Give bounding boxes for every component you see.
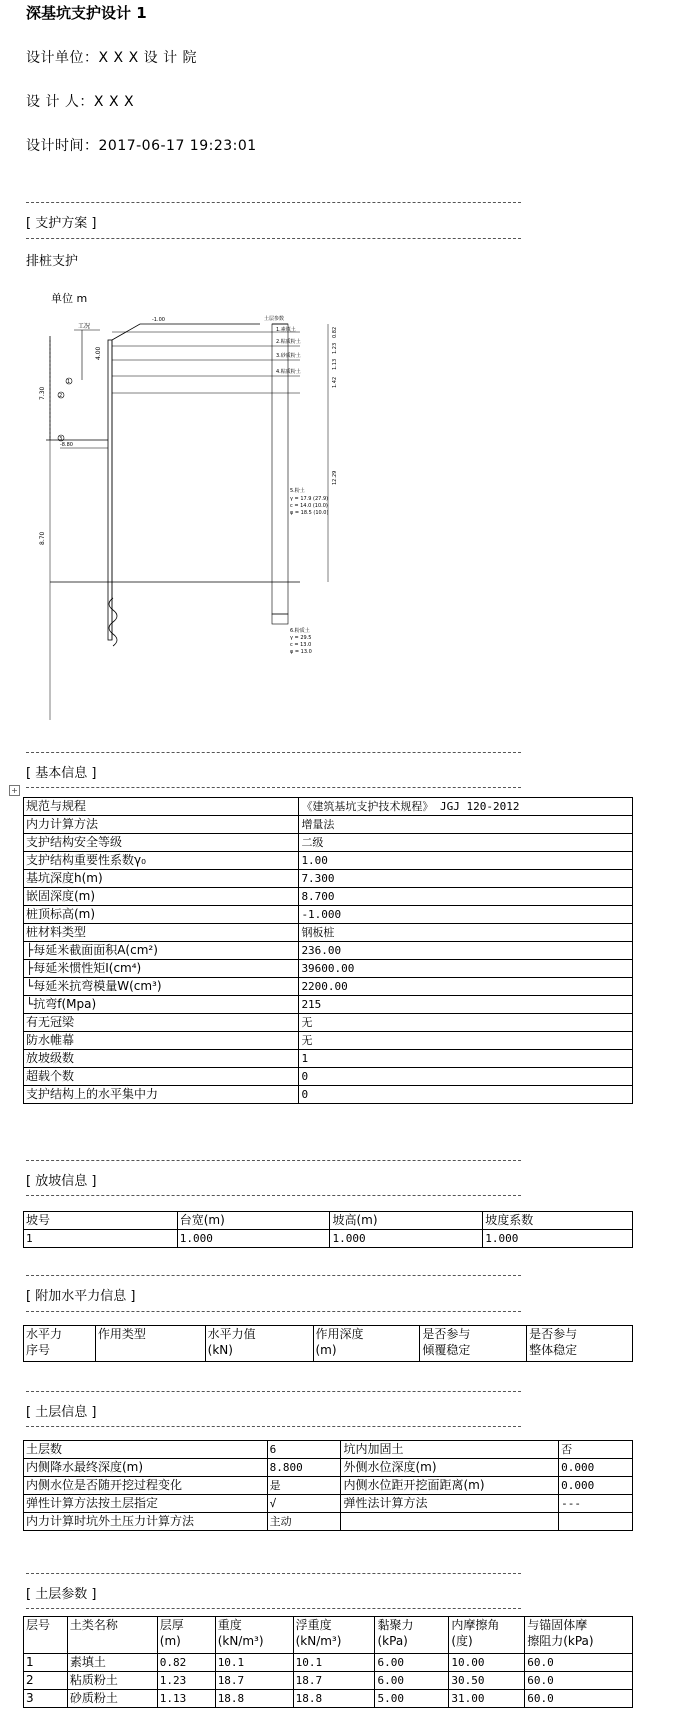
table-cell: 5.00 (375, 1690, 449, 1708)
separator (26, 1426, 521, 1427)
table-header-cell: 坡号 (24, 1212, 178, 1230)
table-cell: 7.300 (299, 870, 633, 888)
table-header-cell: 水平力值 (kN) (205, 1326, 313, 1362)
table-cell: 60.0 (525, 1690, 633, 1708)
table-header-cell: 重度 (kN/m³) (215, 1617, 293, 1654)
table-header-cell: 作用深度 (m) (313, 1326, 420, 1362)
thickness-label: 1.23 (332, 342, 338, 354)
section-heading-soil-params: [ 土层参数 ] (26, 1587, 97, 1602)
basic-info-row (24, 870, 633, 888)
table-cell: 6 (267, 1441, 341, 1459)
table-cell: 素填土 (67, 1654, 157, 1672)
section-heading-force: [ 附加水平力信息 ] (26, 1289, 136, 1304)
table-cell: 39600.00 (299, 960, 633, 978)
table-cell: 0 (299, 1086, 633, 1104)
table-cell: 有无冠梁 (24, 1014, 299, 1032)
table-cell: 外侧水位深度(m) (341, 1459, 559, 1477)
thickness-label: 1.13 (332, 358, 338, 370)
slope-row (24, 1230, 633, 1248)
separator (26, 1275, 521, 1276)
separator (26, 1160, 521, 1161)
table-cell: 10.1 (293, 1654, 375, 1672)
separator (26, 1311, 521, 1312)
section-heading-slope: [ 放坡信息 ] (26, 1174, 97, 1189)
separator (26, 752, 521, 753)
section-heading-support: [ 支护方案 ] (26, 216, 97, 231)
table-cell: 0 (299, 1068, 633, 1086)
table-cell: 弹性计算方法按土层指定 (24, 1495, 268, 1513)
basic-info-row (24, 942, 633, 960)
table-cell: 10.1 (215, 1654, 293, 1672)
soil-info-table (23, 1440, 633, 1531)
table-cell: 18.8 (293, 1690, 375, 1708)
table-header-cell: 层厚 (m) (157, 1617, 215, 1654)
table-cell: 0.000 (559, 1459, 633, 1477)
table-cell: 防水帷幕 (24, 1032, 299, 1050)
table-header-cell: 土类名称 (67, 1617, 157, 1654)
basic-info-row (24, 1068, 633, 1086)
table-cell: 1 (299, 1050, 633, 1068)
table-cell: 2 (24, 1672, 68, 1690)
table-header-row (24, 1212, 633, 1230)
table-cell (341, 1513, 559, 1531)
table-cell: 236.00 (299, 942, 633, 960)
table-cell: 《建筑基坑支护技术规程》 JGJ 120-2012 (299, 798, 633, 816)
separator (26, 787, 521, 788)
table-cell: 内力计算方法 (24, 816, 299, 834)
table-header-cell: 黏聚力 (kPa) (375, 1617, 449, 1654)
table-cell: 10.00 (449, 1654, 525, 1672)
table-header-cell: 坡高(m) (330, 1212, 483, 1230)
layer-param: φ = 18.5 (10.0) (290, 510, 329, 516)
section-heading-soil: [ 土层信息 ] (26, 1405, 97, 1420)
table-cell: └抗弯f(Mpa) (24, 996, 299, 1014)
basic-info-table (23, 797, 633, 1104)
layer-param: γ = 29.5 (290, 635, 312, 641)
basic-info-row (24, 834, 633, 852)
basic-info-row (24, 906, 633, 924)
pile-length-label: 4.00 (95, 346, 102, 360)
designer: 设 计 人：X X X (26, 94, 135, 110)
diagram-unit-label: 单位 m (51, 292, 88, 305)
depth-label: 7.30 (39, 386, 46, 400)
table-cell: 1.13 (157, 1690, 215, 1708)
table-cell: 8.700 (299, 888, 633, 906)
table-header-cell: 是否参与 整体稳定 (527, 1326, 633, 1362)
report-title: 深基坑支护设计 1 (26, 4, 147, 22)
soil-info-row (24, 1513, 633, 1531)
soil-param-row (24, 1672, 633, 1690)
table-cell: 18.8 (215, 1690, 293, 1708)
layer-label: 1.素填土 (276, 327, 296, 333)
soil-param-row (24, 1690, 633, 1708)
table-cell: ├每延米截面面积A(cm²) (24, 942, 299, 960)
layer-label: 5.粉土 (290, 488, 305, 494)
layer-label: 6.粉质土 (290, 628, 310, 634)
separator (26, 1573, 521, 1574)
table-header-cell: 层号 (24, 1617, 68, 1654)
table-cell: 坑内加固土 (341, 1441, 559, 1459)
table-cell: 桩顶标高(m) (24, 906, 299, 924)
table-cell: 3 (24, 1690, 68, 1708)
thickness-label: 0.82 (332, 326, 338, 338)
bottom-elevation: -8.80 (60, 442, 73, 448)
basic-info-row (24, 798, 633, 816)
table-cell: 18.7 (293, 1672, 375, 1690)
table-cell: √ (267, 1495, 341, 1513)
table-header-cell: 与锚固体摩 擦阻力(kPa) (525, 1617, 633, 1654)
layer-param: c = 14.0 (10.0) (290, 503, 328, 509)
stage-marker (58, 392, 64, 399)
layer-param: φ = 13.0 (290, 649, 312, 655)
soil-info-row (24, 1477, 633, 1495)
design-unit: 设计单位：X X X 设 计 院 (26, 50, 198, 66)
table-cell: 土层数 (24, 1441, 268, 1459)
table-cell: 是 (267, 1477, 341, 1495)
layer-param: c = 13.0 (290, 642, 312, 648)
soil-params-label: 土层参数 (264, 316, 285, 322)
table-cell: └每延米抗弯模量W(cm³) (24, 978, 299, 996)
table-anchor-icon[interactable]: + (9, 785, 20, 796)
table-cell: 内侧水位距开挖面距离(m) (341, 1477, 559, 1495)
table-cell: 规范与规程 (24, 798, 299, 816)
table-cell: 60.0 (525, 1654, 633, 1672)
soil-info-row (24, 1495, 633, 1513)
table-header-cell: 浮重度 (kN/m³) (293, 1617, 375, 1654)
embed-label: 8.70 (39, 531, 46, 545)
soil-info-row (24, 1459, 633, 1477)
svg-text:1: 1 (67, 379, 71, 385)
basic-info-row (24, 1050, 633, 1068)
table-cell: 基坑深度h(m) (24, 870, 299, 888)
table-header-row (24, 1617, 633, 1654)
table-cell: --- (559, 1495, 633, 1513)
table-cell: 支护结构安全等级 (24, 834, 299, 852)
table-header-cell: 台宽(m) (177, 1212, 330, 1230)
table-cell (559, 1513, 633, 1531)
basic-info-row (24, 1086, 633, 1104)
table-cell: 215 (299, 996, 633, 1014)
table-cell: 1.000 (177, 1230, 330, 1248)
table-cell: 二级 (299, 834, 633, 852)
table-cell: 1.000 (330, 1230, 483, 1248)
table-cell: 增量法 (299, 816, 633, 834)
thickness-label: 12.29 (332, 470, 338, 485)
table-cell: -1.000 (299, 906, 633, 924)
table-cell: 砂质粉土 (67, 1690, 157, 1708)
table-cell: 8.800 (267, 1459, 341, 1477)
table-header-cell: 水平力 序号 (24, 1326, 96, 1362)
excavation-diagram (30, 280, 370, 720)
table-cell: 支护结构重要性系数γ₀ (24, 852, 299, 870)
stage-marker (66, 378, 72, 385)
table-cell: 0.82 (157, 1654, 215, 1672)
basic-info-row (24, 960, 633, 978)
soil-param-row (24, 1654, 633, 1672)
top-elevation: -1.00 (152, 317, 165, 323)
design-time: 设计时间：2017-06-17 19:23:01 (26, 138, 257, 154)
basic-info-row (24, 852, 633, 870)
separator (26, 238, 521, 239)
separator (26, 1195, 521, 1196)
table-cell: 钢板桩 (299, 924, 633, 942)
table-cell: 6.00 (375, 1654, 449, 1672)
retaining-pile (108, 340, 112, 640)
table-cell: 无 (299, 1014, 633, 1032)
table-cell: 无 (299, 1032, 633, 1050)
table-header-cell: 坡度系数 (483, 1212, 633, 1230)
layer-label: 4.粘质粉土 (276, 369, 301, 375)
table-cell: 1.000 (483, 1230, 633, 1248)
table-cell: 超载个数 (24, 1068, 299, 1086)
slope-table (23, 1211, 633, 1248)
table-cell: 主动 (267, 1513, 341, 1531)
table-cell: 弹性法计算方法 (341, 1495, 559, 1513)
table-cell: 1.23 (157, 1672, 215, 1690)
basic-info-row (24, 996, 633, 1014)
soil-info-row (24, 1441, 633, 1459)
table-cell: 内侧降水最终深度(m) (24, 1459, 268, 1477)
basic-info-row (24, 888, 633, 906)
basic-info-row (24, 924, 633, 942)
table-cell: 1 (24, 1654, 68, 1672)
svg-text:2: 2 (59, 393, 63, 399)
layer-label: 2.粘质粉土 (276, 339, 301, 345)
basic-info-row (24, 978, 633, 996)
section-heading-basic: [ 基本信息 ] (26, 766, 97, 781)
thickness-label: 1.42 (332, 376, 338, 388)
table-cell: 2200.00 (299, 978, 633, 996)
table-cell: 放坡级数 (24, 1050, 299, 1068)
table-cell: ├每延米惯性矩I(cm⁴) (24, 960, 299, 978)
working-face-label: 工况 (78, 323, 91, 330)
basic-info-row (24, 1032, 633, 1050)
table-cell: 1 (24, 1230, 178, 1248)
basic-info-row (24, 1014, 633, 1032)
table-cell: 粘质粉土 (67, 1672, 157, 1690)
table-cell: 1.00 (299, 852, 633, 870)
table-cell: 0.000 (559, 1477, 633, 1495)
separator (26, 1608, 521, 1609)
layer-param: γ = 17.9 (27.9) (290, 496, 329, 502)
support-scheme-text: 排桩支护 (26, 254, 79, 269)
table-cell: 支护结构上的水平集中力 (24, 1086, 299, 1104)
table-cell: 桩材料类型 (24, 924, 299, 942)
table-cell: 6.00 (375, 1672, 449, 1690)
table-cell: 内力计算时坑外土压力计算方法 (24, 1513, 268, 1531)
separator (26, 202, 521, 203)
table-header-cell: 是否参与 倾覆稳定 (420, 1326, 527, 1362)
table-cell: 18.7 (215, 1672, 293, 1690)
table-cell: 否 (559, 1441, 633, 1459)
separator (26, 1391, 521, 1392)
table-cell: 嵌固深度(m) (24, 888, 299, 906)
basic-info-row (24, 816, 633, 834)
stage-marker (58, 435, 64, 442)
table-header-cell: 内摩擦角 (度) (449, 1617, 525, 1654)
horizontal-force-table (23, 1325, 633, 1362)
svg-text:3: 3 (59, 436, 63, 442)
table-header-cell: 作用类型 (95, 1326, 205, 1362)
table-cell: 60.0 (525, 1672, 633, 1690)
soil-params-table (23, 1616, 633, 1708)
table-cell: 31.00 (449, 1690, 525, 1708)
layer-label: 3.砂质粉土 (276, 353, 301, 359)
table-cell: 30.50 (449, 1672, 525, 1690)
table-cell: 内侧水位是否随开挖过程变化 (24, 1477, 268, 1495)
table-header-row (24, 1326, 633, 1362)
